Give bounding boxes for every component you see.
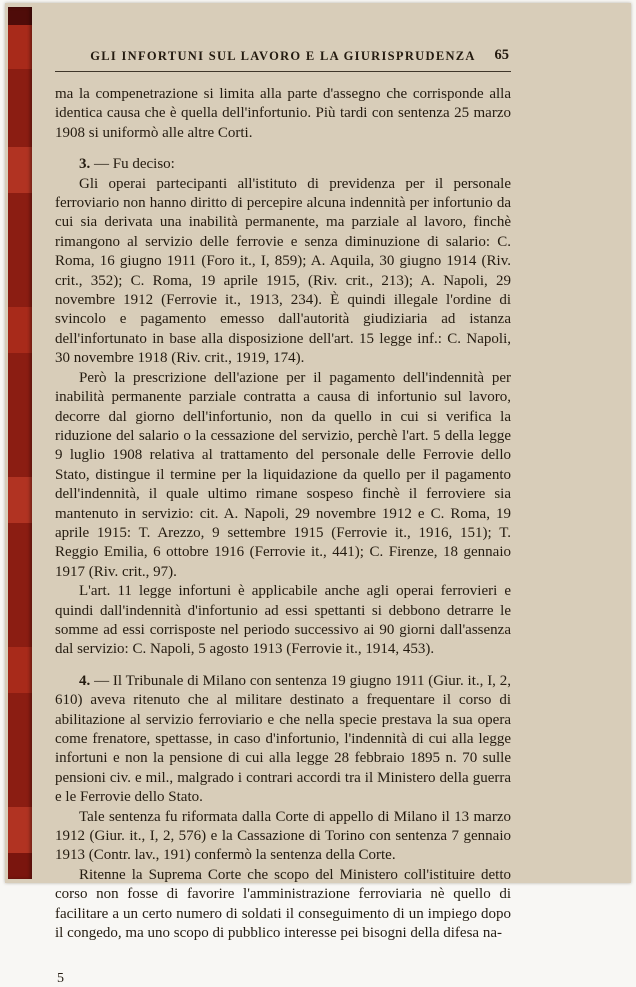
paragraph: Gli operai partecipanti all'istituto di previdenza per il personale ferroviario non hanno diritto di percepire alcuna indennità per infortunio da cui sia derivata una inabilità permanente, ma parziale al lavoro, finchè rimangono al servizio delle ferrovie e senza diminuzione di salario: C. Roma, 16 giugno 1911 (Foro it., I, 859); A. Aquila, 30 giugno 1914 (Riv. crit., 352); C. Roma, 19 aprile 1915, (Riv. crit., 213); A. Napoli, 29 novembre 1912 (Ferrovie it., 1913, 234). È quindi illegale l'ordine di svincolo e pagamento emesso dall'autorità giudiziaria ad istanza dell'infortunato in base alla disposizione dell'art. 15 legge inf.: C. Napoli, 30 novembre 1918 (Riv. crit., 1919, 174). (55, 175, 511, 367)
page-content (55, 49, 511, 987)
section-number: 3. (79, 156, 94, 173)
running-title: GLI INFORTUNI SUL LAVORO E LA GIURISPRUDENZA (90, 49, 476, 63)
paragraph: Tale sentenza fu riformata dalla Corte di appello di Milano il 13 marzo 1912 (Giur. it., I, 2, 576) e la Cassazione di Torino con sentenza 7 gennaio 1913 (Contr. lav., 191) confermò la sentenza della Corte. (55, 808, 511, 864)
page-number: 65 (494, 47, 509, 63)
paragraph: Ritenne la Suprema Corte che scopo del Ministero coll'istituire detto corso non fosse di favorire l'amministrazione ferroviaria nè quello di facilitare a un certo numero di soldati il conseguimento di un impiego dopo il congedo, ma uno scopo di pubblico interesse pei bisogni della difesa na- (55, 866, 511, 942)
section-number: 4. (79, 672, 95, 689)
paragraph: 3. — Fu deciso: (79, 156, 175, 173)
paragraph: 4. — Il Tribunale di Milano con sentenza 19 giugno 1911 (Giur. it., I, 2, 610) aveva ritenuto che al militare destinato a frequentare il corso di abilitazione al servizio ferroviario e che nella specie prestava la sua opera come frenatore, spettasse, in caso d'infortunio, l'indennità di cui alla legge infortuni e non la pensione di cui alla legge 28 febbraio 1895 n. 70 sulle pensioni civ. e mil., malgrado i contrari accordi tra il Ministero della guerra e le Ferrovie dello Stato. (55, 672, 512, 806)
header-rule (55, 71, 511, 72)
book-edge-strip (8, 7, 32, 879)
paragraph: Però la prescrizione dell'azione per il pagamento dell'indennità per inabilità permanente parziale contratta a causa di infortunio sul lavoro, decorre dal giorno dell'infortunio, non da quello in cui si verifica la riduzione del salario o la cessazione del servizio, perchè l'art. 5 della legge 9 luglio 1908 relativa al trattamento del personale delle Ferrovie dello Stato, distingue il termine per la liquidazione da quello per il pagamento dell'indennità, il quale ultimo rimane sospeso finchè il ferroviere sia mantenuto in servizio: cit. A. Napoli, 29 novembre 1912 e C. Roma, 19 aprile 1915: T. Arezzo, 9 settembre 1915 (Ferrovie it., 1916, 151); T. Reggio Emilia, 6 ottobre 1916 (Ferrovie it., 441); C. Firenze, 18 gennaio 1917 (Riv. crit., 97). (55, 369, 511, 580)
paragraph: L'art. 11 legge infortuni è applicabile anche agli operai ferrovieri e quindi dall'indennità d'infortunio ad essi spettanti si debbono detrarre le somme ad essi corrisposte nel periodo successivo ai 90 giorni dall'assenza dal servizio: C. Napoli, 5 agosto 1913 (Ferrovie it., 1914, 453). (55, 583, 511, 658)
signature-mark: 5 (57, 971, 64, 987)
page-header (55, 49, 511, 67)
scanned-page (5, 3, 631, 987)
paragraph: ma la compenetrazione si limita alla parte d'assegno che corrisponde alla identica causa che è quella dell'infortunio. Più tardi con sentenza 25 marzo 1908 si uniformò alle altre Corti. (55, 86, 511, 141)
body-text (55, 85, 511, 943)
